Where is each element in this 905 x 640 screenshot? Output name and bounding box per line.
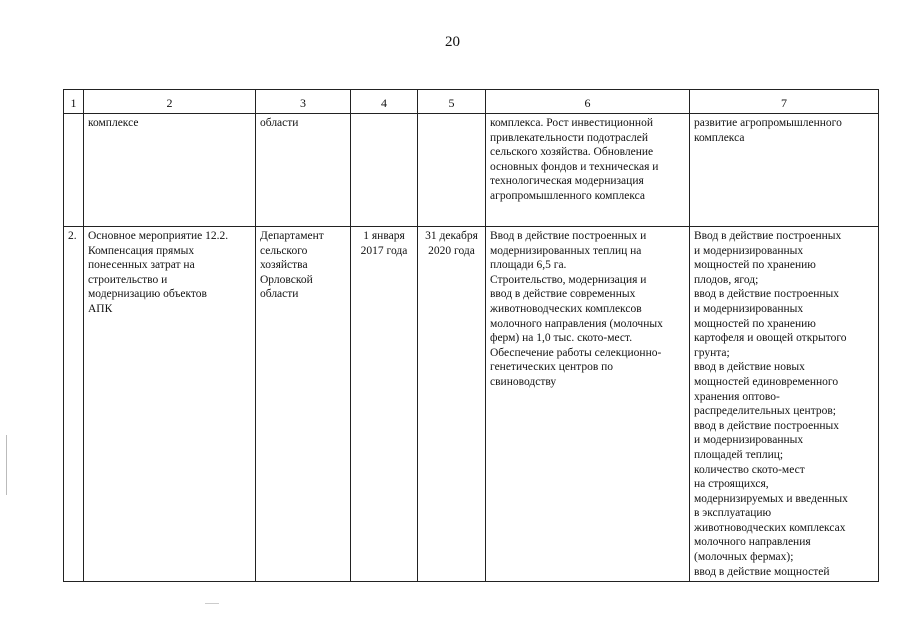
- text-line: картофеля и овощей открытого: [694, 332, 847, 345]
- header-col-2: 2: [84, 90, 256, 114]
- cell-end-date: [418, 114, 486, 227]
- text-line: основных фондов и техническая и: [490, 160, 659, 173]
- text-line: мощностей единовременного: [694, 375, 839, 388]
- text-line: области: [260, 288, 299, 301]
- cell-executor: [256, 227, 351, 582]
- page-number: 20: [445, 34, 460, 50]
- text-line: модернизированных теплиц на: [490, 244, 642, 257]
- text-line: количество ското-мест: [694, 463, 805, 476]
- text-line: ферм) на 1,0 тыс. ското-мест.: [490, 332, 633, 345]
- text-line: комплекса: [694, 131, 745, 144]
- text-line: площади 6,5 га.: [490, 259, 567, 272]
- text-line: свиноводству: [490, 375, 557, 388]
- header-col-4: 4: [351, 90, 418, 114]
- cell-executor: [256, 114, 351, 227]
- text-line: (молочных фермах);: [694, 551, 794, 564]
- header-col-6: 6: [486, 90, 690, 114]
- text-line: в эксплуатацию: [694, 507, 772, 520]
- text-line: и модернизированных: [694, 302, 804, 315]
- text-line: 2020 года: [428, 244, 475, 257]
- text-line: мощностей по хранению: [694, 259, 816, 272]
- text-line: Основное мероприятие 12.2.: [88, 230, 229, 242]
- text-line: на строящихся,: [694, 478, 769, 491]
- text-line: понесенных затрат на: [88, 259, 195, 272]
- text-line: Обеспечение работы селекционно-: [490, 346, 662, 359]
- text-line: хозяйства: [260, 259, 308, 272]
- row-number: 2.: [68, 230, 77, 242]
- text-line: генетических центров по: [490, 361, 614, 374]
- text-line: модернизируемых и введенных: [694, 492, 848, 505]
- text-line: и модернизированных: [694, 244, 804, 257]
- text-line: ввод в действие построенных: [694, 419, 840, 432]
- text-line: площадей теплиц;: [694, 448, 784, 461]
- header-col-7: 7: [690, 90, 879, 114]
- text-line: Орловской: [260, 273, 313, 286]
- text-line: Департамент: [260, 230, 324, 242]
- text-line: сельского: [260, 244, 308, 257]
- cell-number: [64, 227, 84, 582]
- cell-expected-result: [486, 114, 690, 227]
- cell-indicators: [690, 114, 879, 227]
- text-line: молочного направления: [694, 536, 811, 549]
- cell-measure: [84, 114, 256, 227]
- text-line: сельского хозяйства. Обновление: [490, 146, 654, 159]
- text-line: и модернизированных: [694, 434, 804, 447]
- text-line: хранения оптово-: [694, 390, 780, 403]
- cell-measure: [84, 227, 256, 582]
- text-line: животноводческих комплексов: [490, 302, 642, 315]
- text-line: плодов, ягод;: [694, 273, 759, 286]
- text-line: грунта;: [694, 346, 730, 359]
- table-row-continuation: [64, 114, 879, 227]
- cell-start-date: [351, 227, 418, 582]
- header-row: [64, 90, 879, 114]
- text-line: Компенсация прямых: [88, 244, 195, 257]
- text-line: комплекса. Рост инвестиционной: [490, 117, 653, 129]
- text-line: технологическая модернизация: [490, 175, 644, 188]
- text-line: 2017 года: [360, 244, 408, 257]
- text-line: 31 декабря: [425, 230, 478, 242]
- text-line: 1 января: [363, 230, 405, 242]
- cell-start-date: [351, 114, 418, 227]
- cell-number: [64, 114, 84, 227]
- cell-indicators: [690, 227, 879, 582]
- text-line: АПК: [88, 302, 113, 315]
- text-line: ввод в действие современных: [490, 288, 636, 301]
- text-line: ввод в действие мощностей: [694, 565, 830, 578]
- text-line: ввод в действие новых: [694, 361, 805, 374]
- table-row-2: [64, 227, 879, 582]
- header-col-1: 1: [64, 90, 84, 114]
- text-line: распределительных центров;: [694, 405, 836, 418]
- text-line: развитие агропромышленного: [694, 117, 842, 129]
- text-line: молочного направления (молочных: [490, 317, 663, 330]
- scan-margin-mark: [6, 435, 7, 495]
- program-table: [63, 89, 879, 582]
- text-line: строительство и: [88, 273, 168, 286]
- text-line: привлекательности подотраслей: [490, 131, 649, 144]
- cell-end-date: [418, 227, 486, 582]
- text-line: ввод в действие построенных: [694, 288, 840, 301]
- text-line: модернизацию объектов: [88, 288, 207, 301]
- cell-expected-result: [486, 227, 690, 582]
- text-line: животноводческих комплексах: [694, 521, 846, 534]
- text-line: Ввод в действие построенных: [694, 230, 842, 242]
- header-col-5: 5: [418, 90, 486, 114]
- text-line: агропромышленного комплекса: [490, 189, 646, 202]
- text-line: комплексе: [88, 117, 139, 129]
- scan-artifact-mark: [205, 603, 219, 604]
- text-line: области: [260, 117, 299, 129]
- header-col-3: 3: [256, 90, 351, 114]
- text-line: Строительство, модернизация и: [490, 273, 647, 286]
- text-line: Ввод в действие построенных и: [490, 230, 647, 242]
- text-line: мощностей по хранению: [694, 317, 816, 330]
